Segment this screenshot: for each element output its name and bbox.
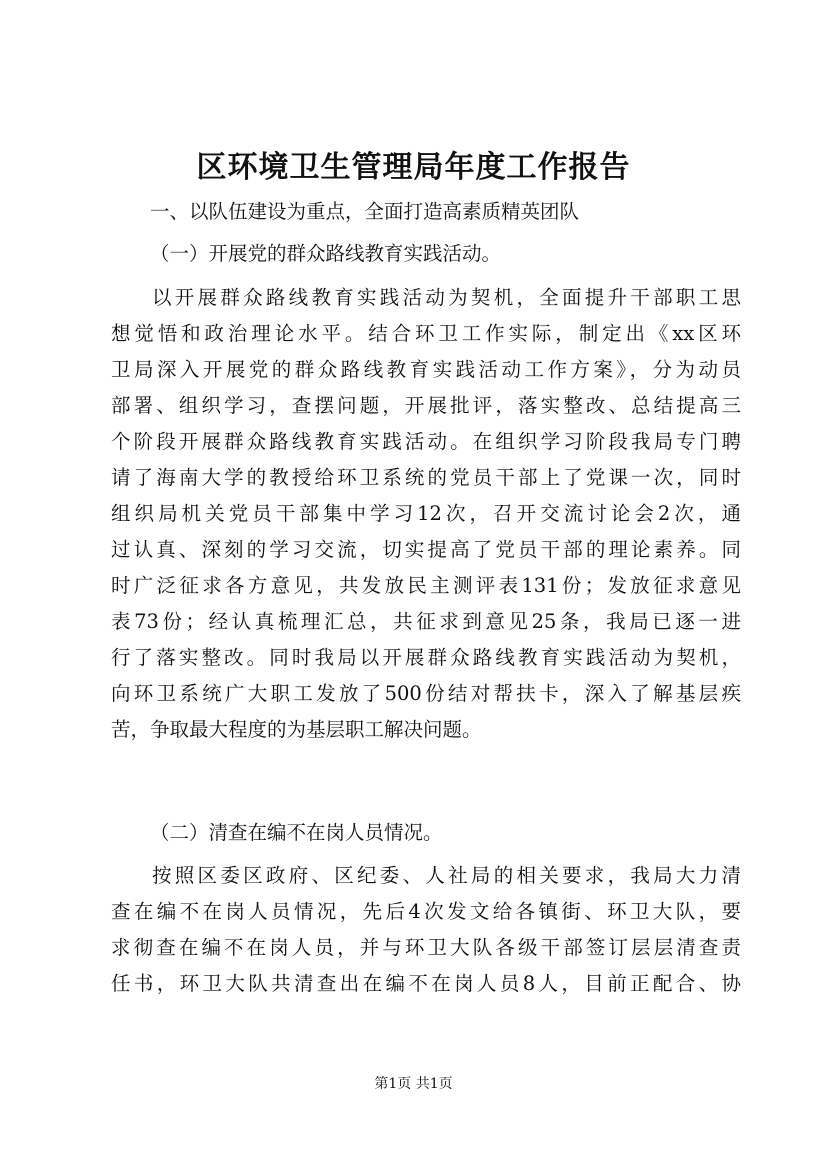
paragraph-1	[111, 280, 741, 748]
subsection-heading-1: （一）开展党的群众路线教育实践活动。	[150, 242, 502, 265]
paragraph-line: 表73份；经认真梳理汇总，共征求到意见25条，我局已逐一进	[111, 610, 741, 633]
paragraph-line: 卫局深入开展党的群众路线教育实践活动工作方案》，分为动员	[111, 358, 741, 381]
paragraph-line: 个阶段开展群众路线教育实践活动。在组织学习阶段我局专门聘	[111, 430, 741, 453]
section-heading-1: 一、以队伍建设为重点，全面打造高素质精英团队	[150, 200, 580, 223]
paragraph-line: 部署、组织学习，查摆问题，开展批评，落实整改、总结提高三	[111, 394, 741, 417]
paragraph-line: 苦，争取最大程度的为基层职工解决问题。	[111, 718, 482, 741]
paragraph-2	[111, 858, 741, 1002]
paragraph-line: 请了海南大学的教授给环卫系统的党员干部上了党课一次，同时	[111, 466, 741, 489]
subsection-heading-2: （二）清查在编不在岗人员情况。	[150, 821, 443, 844]
paragraph-line: 以开展群众路线教育实践活动为契机，全面提升干部职工思	[152, 286, 741, 309]
paragraph-line: 想觉悟和政治理论水平。结合环卫工作实际，制定出《xx区环	[111, 322, 741, 345]
paragraph-line: 过认真、深刻的学习交流，切实提高了党员干部的理论素养。同	[111, 538, 741, 561]
paragraph-line: 组织局机关党员干部集中学习12次，召开交流讨论会2次，通	[111, 502, 741, 525]
document-title: 区环境卫生管理局年度工作报告	[196, 150, 631, 185]
page-footer: 第1页 共1页	[374, 1076, 453, 1092]
paragraph-line: 时广泛征求各方意见，共发放民主测评表131份；发放征求意见	[111, 574, 741, 597]
paragraph-line: 向环卫系统广大职工发放了500份结对帮扶卡，深入了解基层疾	[111, 682, 741, 705]
paragraph-line: 查在编不在岗人员情况，先后4次发文给各镇街、环卫大队，要	[111, 900, 741, 923]
paragraph-line: 任书，环卫大队共清查出在编不在岗人员8人，目前正配合、协	[111, 972, 741, 995]
paragraph-line: 按照区委区政府、区纪委、人社局的相关要求，我局大力清	[152, 864, 741, 887]
paragraph-line: 行了落实整改。同时我局以开展群众路线教育实践活动为契机，	[111, 646, 741, 669]
paragraph-line: 求彻查在编不在岗人员，并与环卫大队各级干部签订层层清查责	[111, 936, 741, 959]
